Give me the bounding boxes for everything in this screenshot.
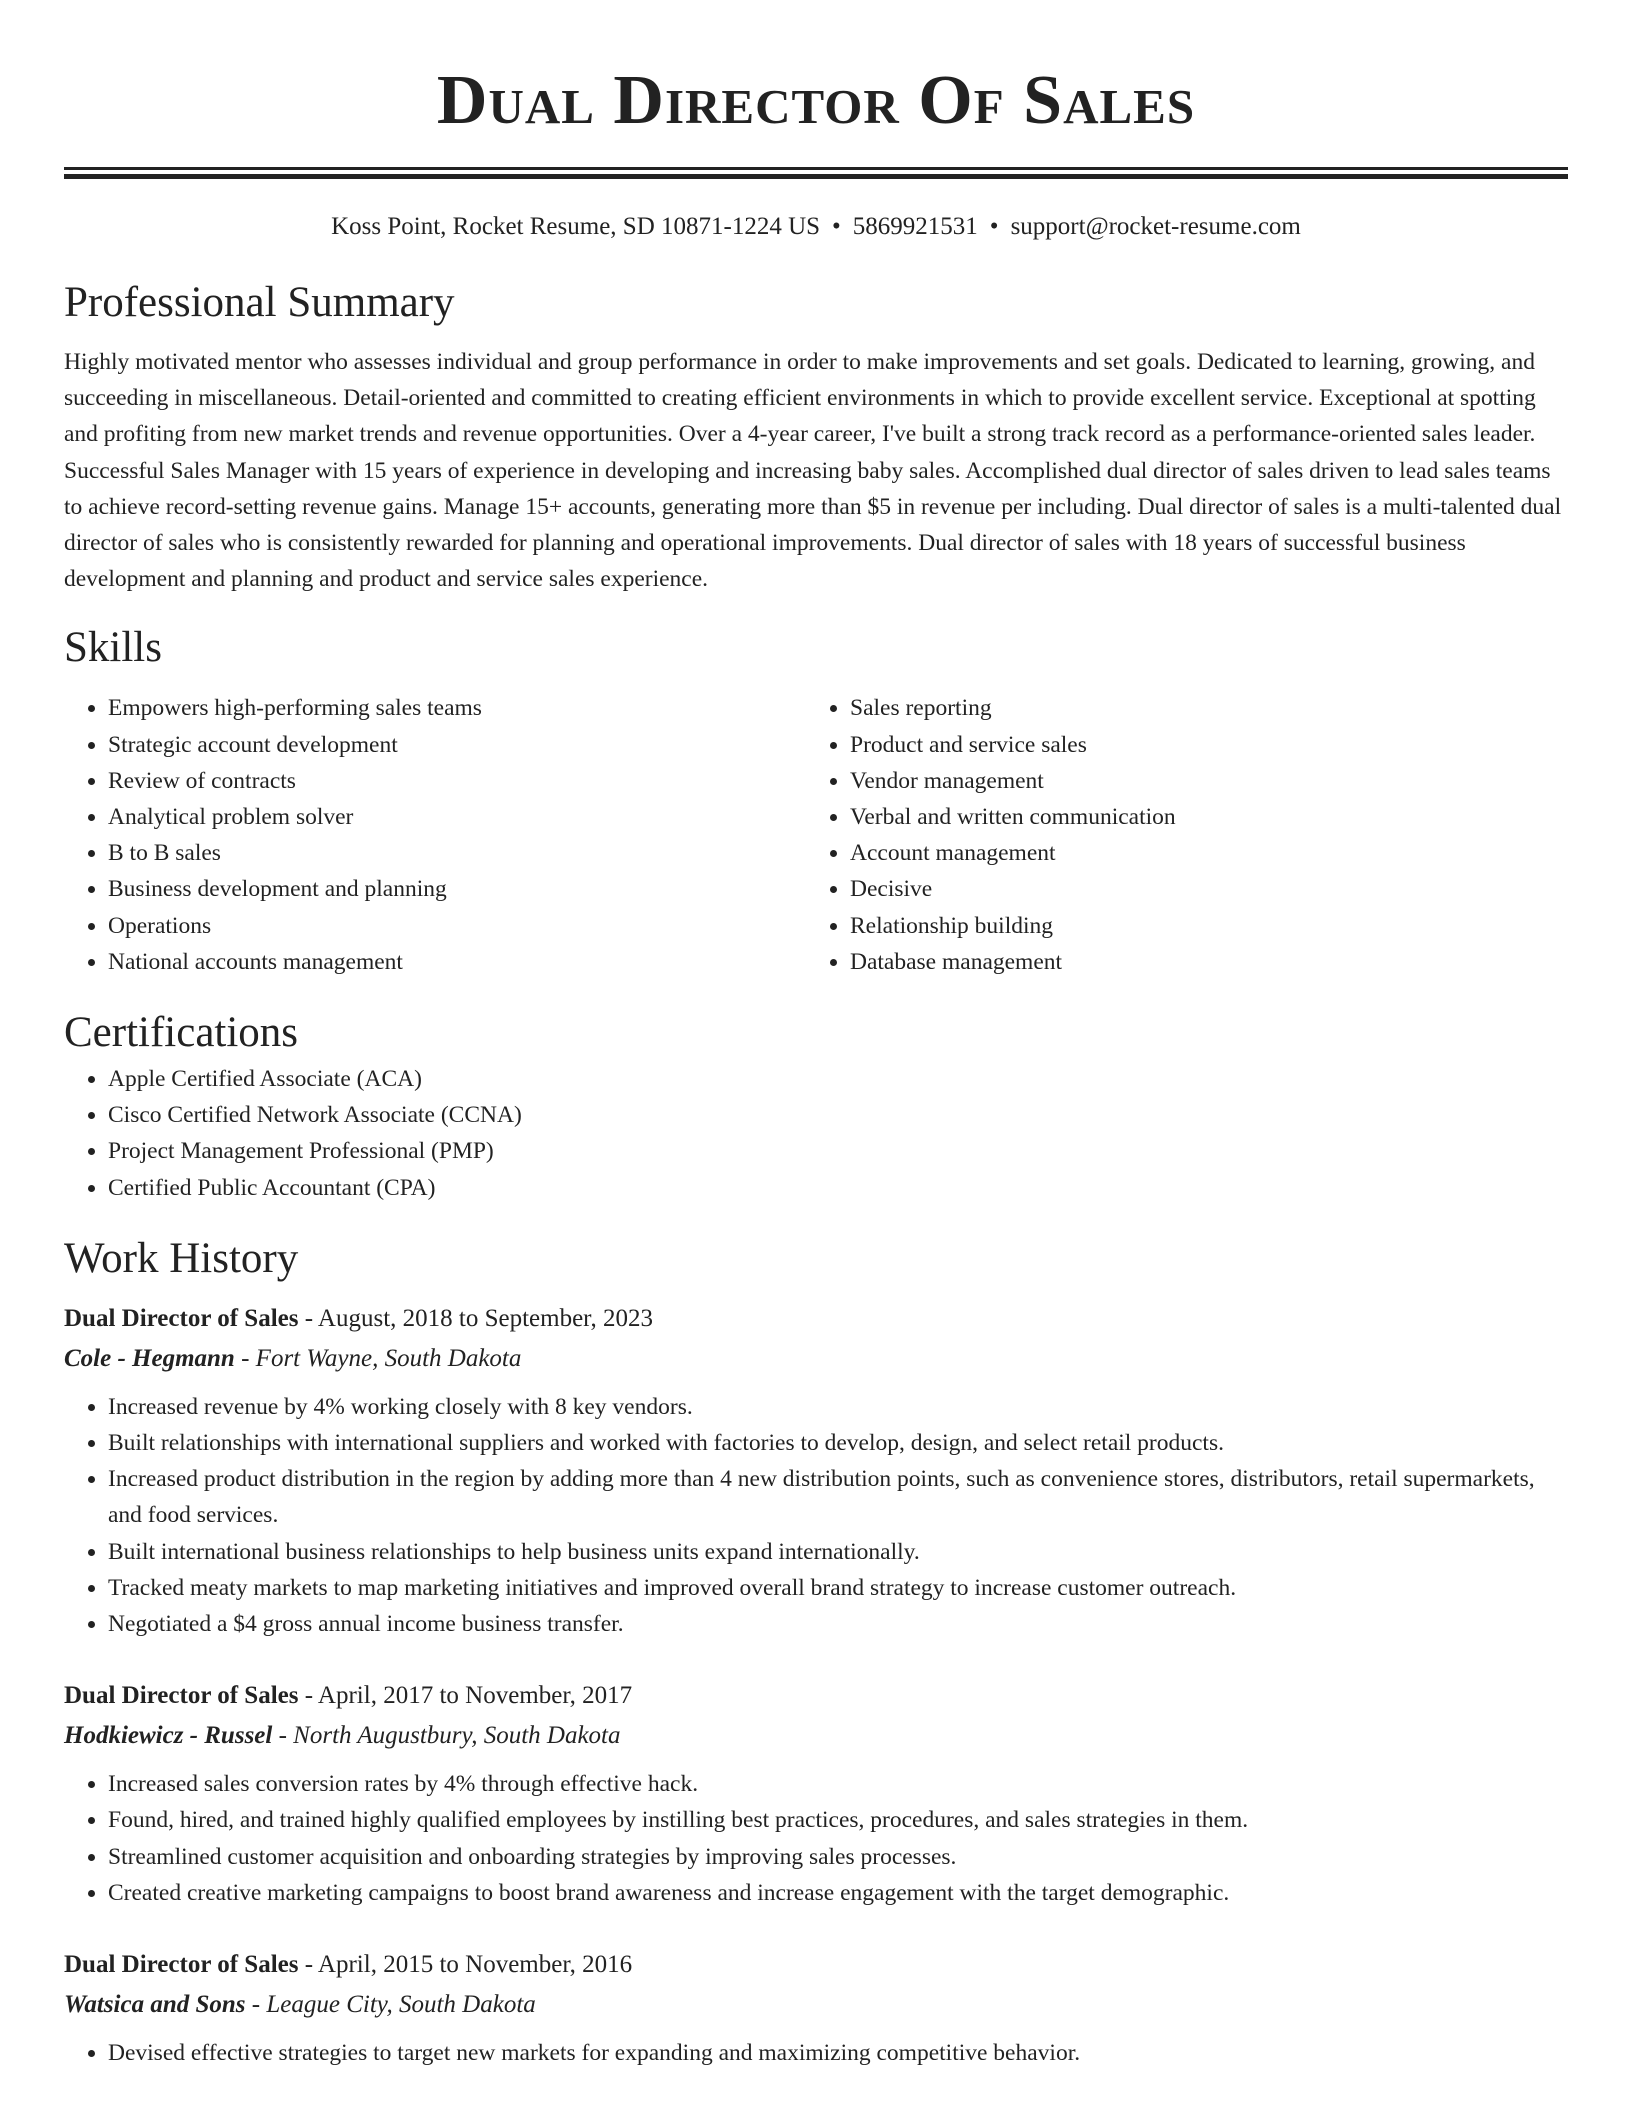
list-item: • Sales reporting bbox=[850, 690, 1548, 726]
contact-separator: • bbox=[832, 213, 841, 240]
job-company: Cole - Hegmann bbox=[64, 1344, 235, 1372]
list-item: • Increased sales conversion rates by 4% through effective hack. bbox=[108, 1766, 1568, 1802]
job-company-line: Hodkiewicz - Russel - North Augustbury, South Dakota bbox=[64, 1722, 621, 1750]
contact-phone: 5869921531 bbox=[852, 213, 978, 240]
job-title-line: Dual Director of Sales - April, 2015 to November, 2016 bbox=[64, 1951, 633, 1979]
job-bullets bbox=[64, 1766, 1568, 1911]
contact-separator: • bbox=[989, 213, 999, 240]
job-entry bbox=[64, 1676, 1568, 1911]
skills-heading: Skills bbox=[64, 624, 162, 672]
job-title: Dual Director of Sales bbox=[64, 1304, 299, 1332]
certifications-list bbox=[64, 1061, 1568, 1206]
certifications-heading: Certifications bbox=[64, 1009, 299, 1057]
contact-email: support@rocket-resume.com bbox=[1010, 213, 1301, 240]
list-item: • Product and service sales bbox=[850, 727, 1548, 763]
list-item: • Empowers high-performing sales teams bbox=[108, 690, 806, 726]
job-dates: April, 2015 to November, 2016 bbox=[317, 1951, 633, 1979]
list-item: • Found, hired, and trained highly qualified employees by instilling best practices, procedures, and sales strategies in them. bbox=[108, 1802, 1568, 1838]
list-item: • Verbal and written communication bbox=[850, 799, 1548, 835]
work-history-list bbox=[64, 1299, 1568, 2071]
list-item: • Cisco Certified Network Associate (CCNA) bbox=[108, 1097, 1568, 1133]
list-item: • Relationship building bbox=[850, 908, 1548, 944]
list-item: • Negotiated a $4 gross annual income business transfer. bbox=[108, 1606, 1568, 1642]
skills-list-right bbox=[850, 690, 1548, 980]
list-item: • Created creative marketing campaigns to boost brand awareness and increase engagement with the target demographic. bbox=[108, 1875, 1568, 1911]
list-item: • Database management bbox=[850, 944, 1548, 980]
job-company: Hodkiewicz - Russel bbox=[64, 1722, 273, 1750]
job-company: Watsica and Sons bbox=[64, 1991, 246, 2019]
title-divider bbox=[64, 167, 1568, 179]
job-bullets bbox=[64, 1389, 1568, 1642]
resume-title: Dual Director Of Sales bbox=[436, 62, 1196, 139]
list-item: • Built relationships with international suppliers and worked with factories to develop, design, and select retail products. bbox=[108, 1425, 1568, 1461]
job-title: Dual Director of Sales bbox=[64, 1682, 299, 1710]
list-item: • Tracked meaty markets to map marketing initiatives and improved overall brand strategy to increase customer outreach. bbox=[108, 1570, 1568, 1606]
job-title-line: Dual Director of Sales - August, 2018 to September, 2023 bbox=[64, 1304, 654, 1332]
job-dates: August, 2018 to September, 2023 bbox=[317, 1304, 654, 1332]
list-item: • Streamlined customer acquisition and onboarding strategies by improving sales processes. bbox=[108, 1839, 1568, 1875]
job-title-line: Dual Director of Sales - April, 2017 to November, 2017 bbox=[64, 1682, 633, 1710]
summary-heading: Professional Summary bbox=[64, 279, 455, 326]
list-item: • Certified Public Accountant (CPA) bbox=[108, 1170, 1568, 1206]
job-location: Fort Wayne, South Dakota bbox=[255, 1344, 522, 1372]
job-location: League City, South Dakota bbox=[266, 1991, 536, 2019]
job-company-line: Watsica and Sons - League City, South Dakota bbox=[64, 1991, 536, 2019]
job-dates: April, 2017 to November, 2017 bbox=[317, 1682, 633, 1710]
job-title: Dual Director of Sales bbox=[64, 1951, 299, 1979]
list-item: • Analytical problem solver bbox=[108, 799, 806, 835]
list-item: • Strategic account development bbox=[108, 727, 806, 763]
list-item: • Devised effective strategies to target new markets for expanding and maximizing competitive behavior. bbox=[108, 2035, 1568, 2071]
job-company-line: Cole - Hegmann - Fort Wayne, South Dakota bbox=[64, 1344, 522, 1372]
job-location: North Augustbury, South Dakota bbox=[293, 1722, 621, 1750]
job-bullets bbox=[64, 2035, 1568, 2071]
list-item: • Account management bbox=[850, 835, 1548, 871]
list-item: • Decisive bbox=[850, 871, 1548, 907]
list-item: • Business development and planning bbox=[108, 871, 806, 907]
list-item: • Review of contracts bbox=[108, 763, 806, 799]
work-history-heading: Work History bbox=[64, 1234, 299, 1282]
skills-list-left bbox=[108, 690, 806, 980]
list-item: • Apple Certified Associate (ACA) bbox=[108, 1061, 1568, 1097]
job-entry bbox=[64, 1299, 1568, 1642]
list-item: • Vendor management bbox=[850, 763, 1548, 799]
skills-column-right bbox=[806, 690, 1548, 980]
list-item: • Project Management Professional (PMP) bbox=[108, 1133, 1568, 1169]
contact-address: Koss Point, Rocket Resume, SD 10871-1224 US bbox=[331, 213, 821, 240]
skills-grid bbox=[64, 690, 1568, 980]
skills-column-left bbox=[64, 690, 806, 980]
contact-line bbox=[64, 209, 1568, 245]
list-item: • Increased revenue by 4% working closely with 8 key vendors. bbox=[108, 1389, 1568, 1425]
summary-text: Highly motivated mentor who assesses individual and group performance in order to make improvements and set goals. Dedicated to learning, growing, and succeeding in miscellaneous. Detail-oriented and committed to creating efficient environments in which to provide excellent service. Exceptional at spotting and profiting from new market trends and revenue opportunities. Over a 4-year career, I've built a strong track record as a performance-oriented sales leader. Successful Sales Manager with 15 years of experience in developing and increasing baby sales. Accomplished dual director of sales driven to lead sales teams to achieve record-setting revenue gains. Manage 15+ accounts, generating more than $5 in revenue per including. Dual director of sales is a multi-talented dual director of sales who is consistently rewarded for planning and operational improvements. Dual director of sales with 18 years of successful business development and planning and product and service sales experience. bbox=[64, 349, 1562, 593]
list-item: • Operations bbox=[108, 908, 806, 944]
list-item: • Built international business relationships to help business units expand internationally. bbox=[108, 1534, 1568, 1570]
resume-page bbox=[64, 0, 1568, 2071]
list-item: • National accounts management bbox=[108, 944, 806, 980]
job-entry bbox=[64, 1945, 1568, 2071]
list-item: • B to B sales bbox=[108, 835, 806, 871]
list-item: • Increased product distribution in the region by adding more than 4 new distribution points, such as convenience stores, distributors, retail supermarkets, and food services. bbox=[108, 1461, 1568, 1533]
